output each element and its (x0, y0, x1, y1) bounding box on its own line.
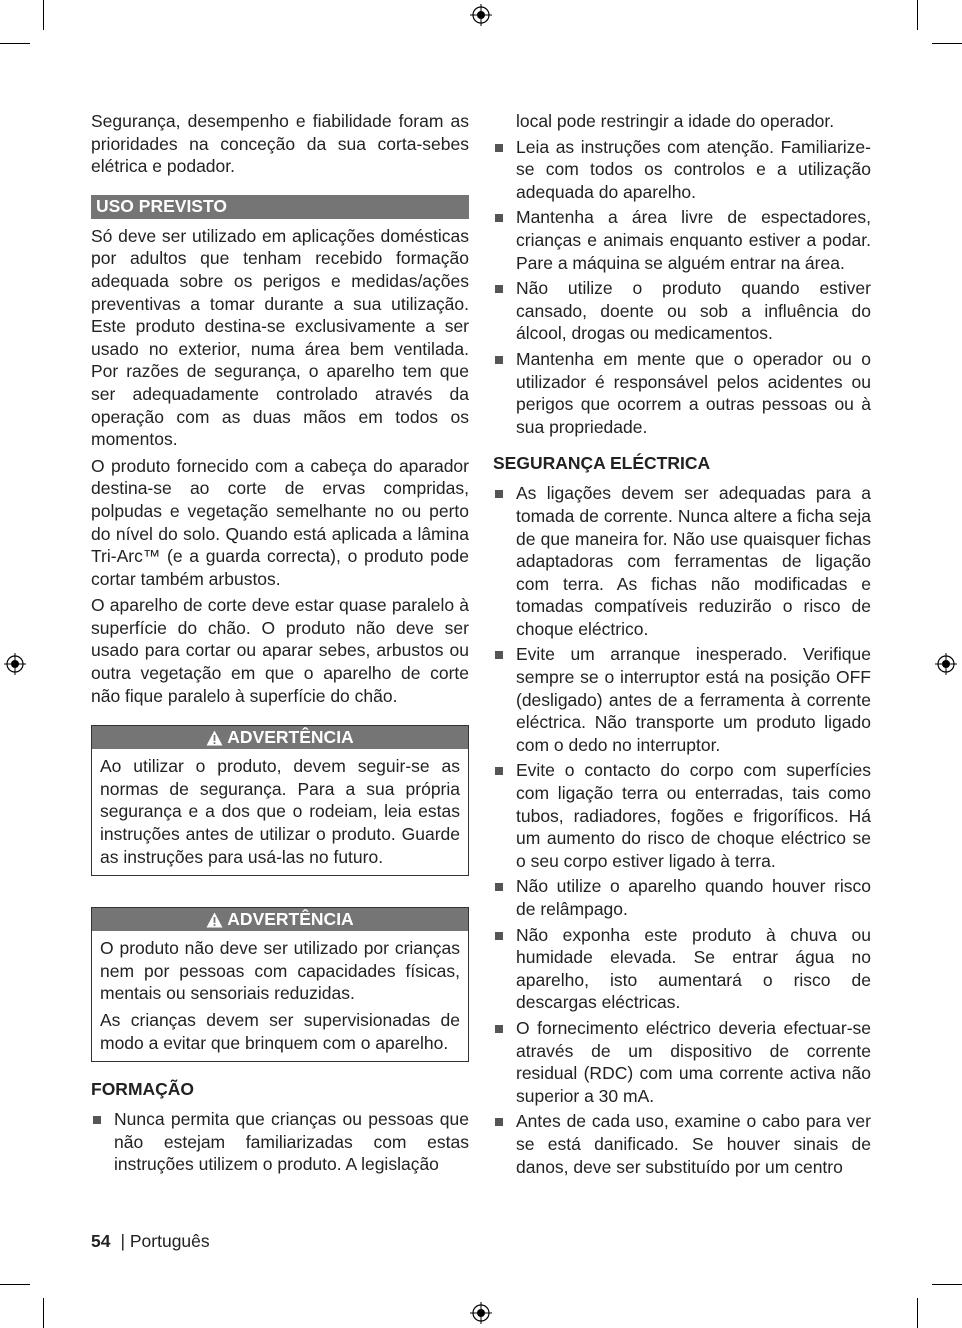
footer-language: | Português (120, 1231, 210, 1251)
bullet-square-icon (495, 883, 503, 891)
warning-text: O produto não deve ser utilizado por crianças nem por pessoas com capacidades físicas, mentais ou sensoriais reduzidas. (100, 938, 460, 1004)
registration-mark-icon (470, 4, 492, 26)
section-heading-uso-previsto: USO PREVISTO (91, 195, 469, 219)
bullet-list (493, 482, 871, 1178)
bullet-square-icon (495, 214, 503, 222)
list-item: Leia as instruções com atenção. Familiarize-se com todos os controlos e a utilização adequada do aparelho. (493, 136, 871, 204)
crop-mark (932, 1284, 962, 1285)
warning-header (92, 908, 468, 931)
warning-text: Ao utilizar o produto, devem seguir-se as normas de segurança. Para a sua própria segurança e a dos que o rodeiam, leia estas instruções antes de utilizar o produto. Guarde as instruções para usá-las no futuro. (100, 756, 460, 867)
list-item: Antes de cada uso, examine o cabo para ver se está danificado. Se houver sinais de danos, deve ser substituído por um centro (493, 1110, 871, 1178)
section-heading-seguranca-electrica: SEGURANÇA ELÉCTRICA (493, 453, 711, 474)
bullet-square-icon (495, 1118, 503, 1126)
crop-mark (0, 1284, 30, 1285)
paragraph: Só deve ser utilizado em aplicações domésticas por adultos que tenham recebido formação adequada sobre os perigos e medidas/ações preventivas a tomar durante a sua utilização. Este produto destina-se exclusivamente a ser usado no exterior, numa área bem ventilada. Por razões de segurança, o aparelho tem que ser adequadamente controlado através da operação com as duas mãos em todos os momentos. (91, 225, 469, 450)
warning-title: ADVERTÊNCIA (227, 727, 354, 748)
bullet-square-icon (495, 651, 503, 659)
bullet-list (91, 1108, 469, 1176)
list-item: Não utilize o produto quando estiver cansado, doente ou sob a influência do álcool, drogas ou medicamentos. (493, 277, 871, 345)
bullet-square-icon (495, 767, 503, 775)
warning-box (91, 907, 469, 1062)
registration-mark-icon (4, 653, 26, 675)
crop-mark (43, 1298, 44, 1328)
list-item: Evite o contacto do corpo com superfícies com ligação terra ou enterradas, tais como tubos, radiadores, fogões e frigoríficos. Há um aumento do risco de choque eléctrico se o seu corpo estiver ligado à terra. (493, 759, 871, 872)
left-column (91, 110, 469, 1179)
paragraph: O aparelho de corte deve estar quase paralelo à superfície do chão. O produto não deve ser usado para cortar ou aparar sebes, arbustos ou outra vegetação em que o aparelho de corte não fique paralelo à superfície do chão. (91, 595, 469, 706)
list-item: Não utilize o aparelho quando houver risco de relâmpago. (493, 875, 871, 920)
bullet-square-icon (93, 1116, 101, 1124)
list-item: Não exponha este produto à chuva ou humidade elevada. Se entrar água no aparelho, isto aumentará o risco de descargas eléctricas. (493, 924, 871, 1014)
intro-paragraph: Segurança, desempenho e fiabilidade foram as prioridades na conceção da sua corta-sebes elétrica e podador. (91, 111, 469, 177)
list-item: Evite um arranque inesperado. Verifique sempre se o interruptor está na posição OFF (desligado) antes de a ferramenta à corrente eléctrica. Não transporte um produto ligado com o dedo no interruptor. (493, 643, 871, 756)
crop-mark (932, 43, 962, 44)
crop-mark (43, 0, 44, 30)
list-item: Mantenha a área livre de espectadores, crianças e animais enquanto estiver a podar. Pare a máquina se alguém entrar na área. (493, 206, 871, 274)
warning-box (91, 725, 469, 876)
bullet-square-icon (495, 144, 503, 152)
warning-triangle-icon (206, 730, 223, 746)
right-column (493, 110, 871, 1181)
list-item: O fornecimento eléctrico deveria efectuar-se através de um dispositivo de corrente residual (RDC) com uma corrente activa não superior a 30 mA. (493, 1017, 871, 1107)
list-item: Nunca permita que crianças ou pessoas que não estejam familiarizadas com estas instruções utilizem o produto. A legislação (91, 1108, 469, 1176)
bullet-list (493, 110, 871, 438)
bullet-square-icon (495, 932, 503, 940)
list-item: As ligações devem ser adequadas para a tomada de corrente. Nunca altere a ficha seja de que maneira for. Não use quaisquer fichas adaptadoras com ferramentas de ligação com terra. As fichas não modificadas e tomadas compatíveis reduzirão o risco de choque eléctrico. (493, 482, 871, 640)
bullet-square-icon (495, 1025, 503, 1033)
registration-mark-icon (470, 1302, 492, 1324)
warning-text: As crianças devem ser supervisionadas de modo a evitar que brinquem com o aparelho. (100, 1010, 460, 1053)
list-item: Mantenha em mente que o operador ou o utilizador é responsável pelos acidentes ou perigos que ocorrem a outras pessoas ou à sua propriedade. (493, 348, 871, 438)
warning-header (92, 726, 468, 749)
page-number: 54 (91, 1231, 111, 1251)
crop-mark (917, 1298, 918, 1328)
warning-triangle-icon (206, 912, 223, 928)
page-footer (91, 1231, 210, 1252)
warning-title: ADVERTÊNCIA (227, 909, 354, 930)
crop-mark (917, 0, 918, 30)
registration-mark-icon (935, 653, 957, 675)
crop-mark (0, 43, 30, 44)
bullet-square-icon (495, 285, 503, 293)
section-heading-formacao: FORMAÇÃO (91, 1079, 195, 1100)
list-item-continuation: local pode restringir a idade do operador. (516, 111, 835, 131)
bullet-square-icon (495, 356, 503, 364)
paragraph: O produto fornecido com a cabeça do aparador destina-se ao corte de ervas compridas, polpudas e vegetação semelhante no ou perto do nível do solo. Quando está aplicada a lâmina Tri-Arc™ (e a guarda correcta), o produto pode cortar também arbustos. (91, 455, 469, 589)
bullet-square-icon (495, 490, 503, 498)
